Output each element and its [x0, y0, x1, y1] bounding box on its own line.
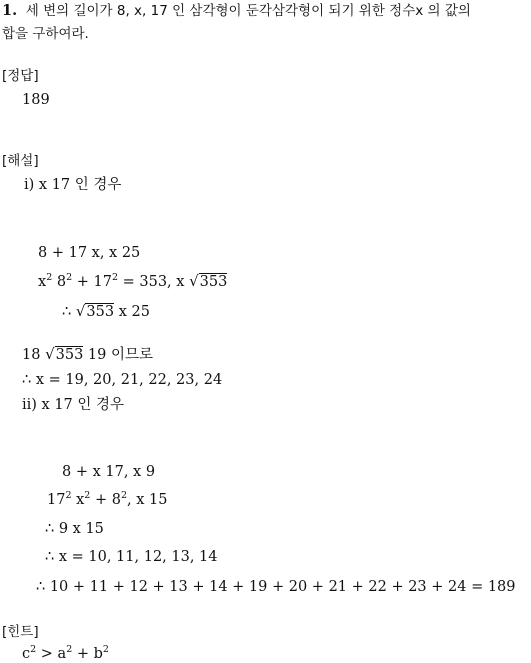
hint-formula: $c^2 > a^2 + b^2$	[22, 644, 109, 662]
case2-label: ⅱ) x 17 인 경우	[22, 397, 125, 413]
question-line-2: 합을 구하여라.	[2, 26, 89, 42]
case1-eq2: $x^2$ $8^2 + 17^2 = 353$, x √353	[38, 272, 228, 290]
solution-header: [해설]	[2, 153, 39, 169]
case2-values: ∴ x = 10, 11, 12, 13, 14	[45, 549, 218, 565]
case1-values: ∴ x = 19, 20, 21, 22, 23, 24	[22, 372, 223, 388]
answer-header: [정답]	[2, 68, 39, 84]
case1-eq1: 8 + 17 x, x 25	[38, 245, 141, 261]
case1-range: 18 √353 19 이므로	[22, 345, 154, 363]
case1-eq3: ∴ √353 x 25	[62, 302, 150, 320]
case2-sum: ∴ 10 + 11 + 12 + 13 + 14 + 19 + 20 + 21 + 22 + 23 + 24 = 189	[36, 579, 516, 595]
case2-eq3: ∴ 9 x 15	[45, 521, 104, 537]
sqrt-symbol-icon: √	[189, 272, 199, 290]
case2-eq2: $17^2$ $x^2 + 8^2$, x 15	[47, 490, 168, 508]
sqrt-symbol-icon: √	[75, 302, 86, 320]
question-line-1	[2, 2, 471, 20]
sqrt-symbol-icon: √	[45, 345, 55, 363]
question-number: 1.	[2, 2, 18, 19]
question-text-1: 세 변의 길이가 8, x, 17 인 삼각형이 둔각삼각형이 되기 위한 정수x 의 값의	[25, 3, 471, 19]
answer-value: 189	[22, 92, 50, 108]
hint-header: [힌트]	[2, 624, 39, 640]
case1-label: ⅰ) x 17 인 경우	[24, 177, 122, 193]
case2-eq1: 8 + x 17, x 9	[62, 464, 156, 480]
